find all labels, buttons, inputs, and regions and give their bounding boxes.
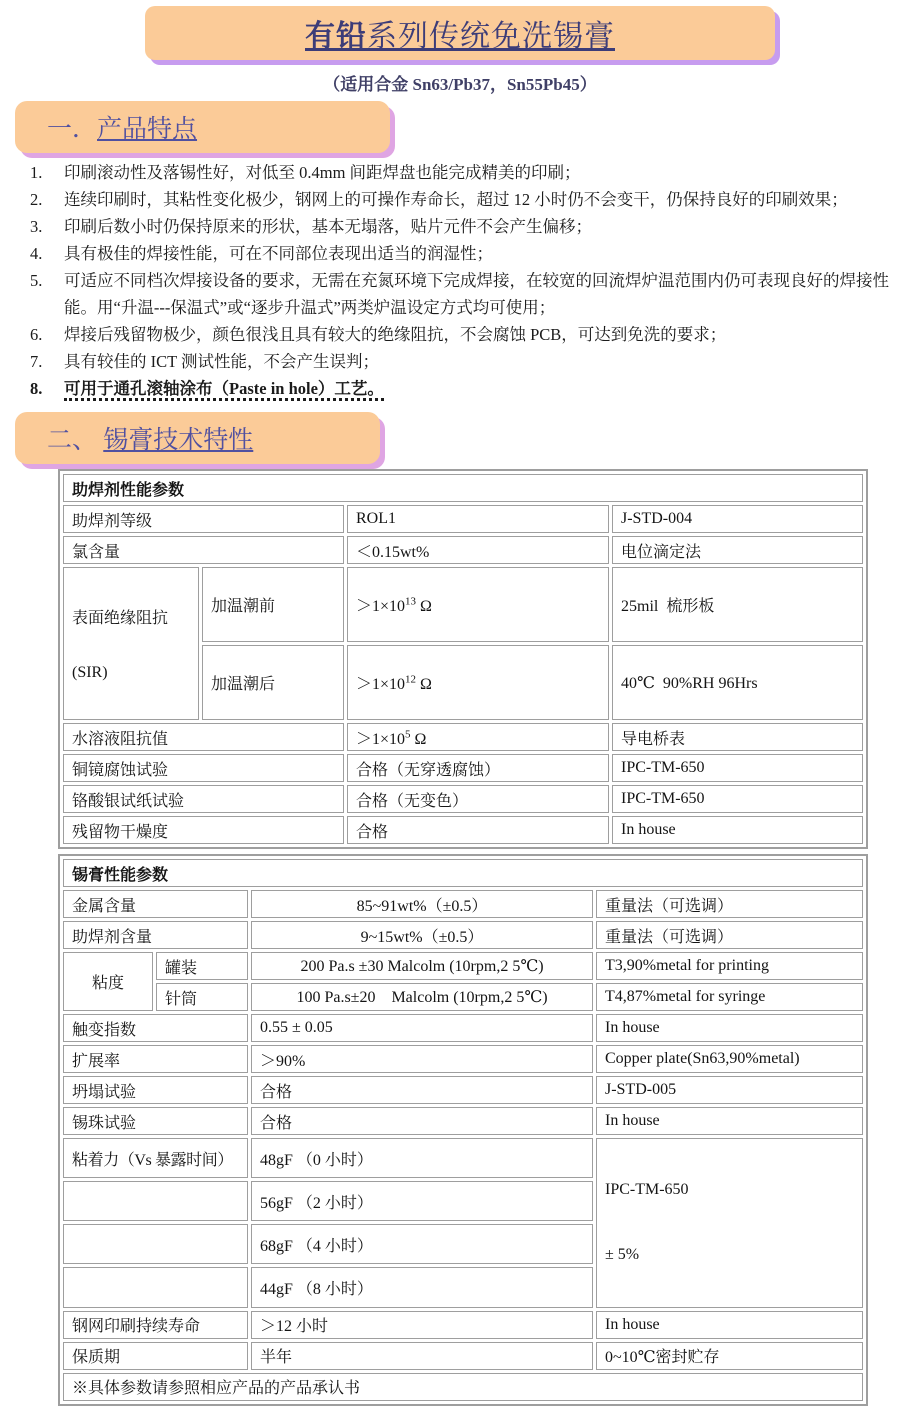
- row-method: 重量法（可选调）: [596, 921, 863, 949]
- row-label: 金属含量: [63, 890, 248, 918]
- row-method: J-STD-005: [596, 1076, 863, 1104]
- table-row: [63, 983, 863, 1011]
- table-row: [63, 1014, 863, 1042]
- row-label: 助焊剂含量: [63, 921, 248, 949]
- table-row: [63, 723, 863, 751]
- table-row: [63, 1138, 863, 1178]
- item-text: 焊接后残留物极少，颜色很浅且具有较大的绝缘阻抗，不会腐蚀 PCB，可达到免洗的要求；: [64, 325, 727, 344]
- table-row: [63, 921, 863, 949]
- row-method: In house: [596, 1014, 863, 1042]
- row-label: [63, 1224, 248, 1264]
- row-method: 重量法（可选调）: [596, 890, 863, 918]
- section-header-paste-specs: [15, 412, 380, 464]
- table-row: [63, 785, 863, 813]
- row-label: 粘着力（Vs 暴露时间）: [63, 1138, 248, 1178]
- section-header-product-features: [15, 101, 390, 153]
- table-row: [63, 952, 863, 980]
- row-value: ROL1: [347, 505, 609, 533]
- item-number: 1.: [30, 163, 43, 182]
- item-text: 印刷后数小时仍保持原来的形状，基本无塌落，贴片元件不会产生偏移；: [64, 217, 592, 236]
- row-value: 68gF （4 小时）: [251, 1224, 593, 1264]
- row-label: 水溶液阻抗值: [63, 723, 344, 751]
- row-value: 合格: [251, 1107, 593, 1135]
- row-value: 48gF （0 小时）: [251, 1138, 593, 1178]
- row-label: 铜镜腐蚀试验: [63, 754, 344, 782]
- row-value: 0.55 ± 0.05: [251, 1014, 593, 1042]
- table-footer-row: [63, 1373, 863, 1401]
- row-value: 44gF （8 小时）: [251, 1267, 593, 1307]
- table-row: [63, 536, 863, 564]
- row-label: 锡珠试验: [63, 1107, 248, 1135]
- flux-table-title: 助焊剂性能参数: [63, 474, 863, 502]
- list-item: [30, 240, 896, 267]
- row-value: 合格: [347, 816, 609, 844]
- row-method: In house: [596, 1107, 863, 1135]
- table-header-row: [63, 859, 863, 887]
- row-value: ＞90%: [251, 1045, 593, 1073]
- tables-area: [58, 469, 870, 1406]
- table-row: [63, 1107, 863, 1135]
- list-item: [30, 186, 896, 213]
- row-method: J-STD-004: [612, 505, 863, 533]
- row-value: 56gF （2 小时）: [251, 1181, 593, 1221]
- list-item: [30, 159, 896, 186]
- item-number: 3.: [30, 217, 43, 236]
- document-page: [0, 6, 920, 1398]
- list-item: [30, 213, 896, 240]
- row-value: 9~15wt%（±0.5）: [251, 921, 593, 949]
- row-label: 钢网印刷持续寿命: [63, 1311, 248, 1339]
- row-value: 100 Pa.s±20 Malcolm (10rpm,2 5℃): [251, 983, 593, 1011]
- row-method: Copper plate(Sn63,90%metal): [596, 1045, 863, 1073]
- row-method: T3,90%metal for printing: [596, 952, 863, 980]
- row-label: 坍塌试验: [63, 1076, 248, 1104]
- table-row: [63, 1311, 863, 1339]
- flux-table: [58, 469, 868, 849]
- item-number: 7.: [30, 352, 43, 371]
- item-number: 6.: [30, 325, 43, 344]
- row-label: [63, 1181, 248, 1221]
- item-text: 具有极佳的焊接性能，可在不同部位表现出适当的润湿性；: [64, 244, 493, 263]
- item-number: 4.: [30, 244, 43, 263]
- row-method: IPC-TM-650 ± 5%: [596, 1138, 863, 1308]
- document-subtitle: （适用合金 Sn63/Pb37，Sn55Pb45）: [323, 75, 597, 94]
- item-number: 5.: [30, 271, 43, 290]
- row-value: 85~91wt%（±0.5）: [251, 890, 593, 918]
- row-value: $>1\times 10^5$ Ω: [347, 723, 609, 751]
- item-text: 可用于通孔滚轴涂布（Paste in hole）工艺。: [64, 375, 896, 402]
- row-sublabel: 加温潮后: [202, 645, 344, 720]
- table-row: [63, 816, 863, 844]
- item-text: 可适应不同档次焊接设备的要求，无需在充氮环境下完成焊接，在较宽的回流焊炉温范围内仍可表现良好的焊接性能。用“升温---保温式”或“逐步升温式”两类炉温设定方式均可使用；: [64, 271, 889, 317]
- row-label: [63, 1267, 248, 1307]
- row-method: 电位滴定法: [612, 536, 863, 564]
- row-value: ＞12 小时: [251, 1311, 593, 1339]
- row-label: 扩展率: [63, 1045, 248, 1073]
- row-value: 合格（无变色）: [347, 785, 609, 813]
- title-banner: [145, 6, 775, 60]
- document-title: [305, 11, 615, 55]
- row-value: 半年: [251, 1342, 593, 1370]
- row-value: $>1\times 10^{12}$ Ω: [347, 645, 609, 720]
- row-method: 25mil 梳形板: [612, 567, 863, 642]
- feature-list: [30, 159, 896, 402]
- row-value: 200 Pa.s ±30 Malcolm (10rpm,2 5℃): [251, 952, 593, 980]
- row-method: In house: [612, 816, 863, 844]
- row-label: 助焊剂等级: [63, 505, 344, 533]
- row-value: 合格: [251, 1076, 593, 1104]
- row-label: 残留物干燥度: [63, 816, 344, 844]
- item-text: 连续印刷时，其粘性变化极少，钢网上的可操作寿命长，超过 12 小时仍不会变干，仍保持良好的印刷效果；: [64, 190, 848, 209]
- title-rest-part: 系列传统免洗锡膏: [367, 20, 615, 53]
- row-label: 粘度: [63, 952, 153, 1011]
- item-number: 2.: [30, 190, 43, 209]
- section1-title: 产品特点: [97, 116, 198, 143]
- row-label: 表面绝缘阻抗 (SIR): [63, 567, 199, 720]
- row-value: $>1\times 10^{13}$ Ω: [347, 567, 609, 642]
- row-label: 铬酸银试纸试验: [63, 785, 344, 813]
- row-sublabel: 加温潮前: [202, 567, 344, 642]
- table-row: [63, 1342, 863, 1370]
- row-method: 40℃ 90%RH 96Hrs: [612, 645, 863, 720]
- table-footnote: ※具体参数请参照相应产品的产品承认书: [63, 1373, 863, 1401]
- row-label: 氯含量: [63, 536, 344, 564]
- table-row: [63, 1045, 863, 1073]
- table-row: [63, 754, 863, 782]
- row-method: T4,87%metal for syringe: [596, 983, 863, 1011]
- table-header-row: [63, 474, 863, 502]
- title-bold-part: 有铅: [305, 20, 367, 53]
- list-item: [30, 267, 896, 321]
- section2-prefix: 二、: [47, 427, 104, 454]
- row-method: IPC-TM-650: [612, 754, 863, 782]
- table-row: [63, 890, 863, 918]
- item-text: 具有较佳的 ICT 测试性能，不会产生误判；: [64, 352, 380, 371]
- row-label: 保质期: [63, 1342, 248, 1370]
- list-item: [30, 375, 896, 402]
- row-value: 合格（无穿透腐蚀）: [347, 754, 609, 782]
- table-row: [63, 1076, 863, 1104]
- row-value: ＜0.15wt%: [347, 536, 609, 564]
- row-label: 触变指数: [63, 1014, 248, 1042]
- paste-table: [58, 854, 868, 1406]
- item-number: 8.: [30, 379, 43, 398]
- list-item: [30, 321, 896, 348]
- row-method: 导电桥表: [612, 723, 863, 751]
- row-sublabel: 针筒: [156, 983, 248, 1011]
- paste-table-title: 锡膏性能参数: [63, 859, 863, 887]
- row-method: 0~10℃密封贮存: [596, 1342, 863, 1370]
- row-sublabel: 罐装: [156, 952, 248, 980]
- list-item: [30, 348, 896, 375]
- table-row: [63, 505, 863, 533]
- table-row: [63, 567, 863, 642]
- row-method: IPC-TM-650: [612, 785, 863, 813]
- row-method: In house: [596, 1311, 863, 1339]
- section2-title: 锡膏技术特性: [103, 427, 254, 454]
- item-text: 印刷滚动性及落锡性好，对低至 0.4mm 间距焊盘也能完成精美的印刷；: [64, 163, 581, 182]
- section1-prefix: 一．: [47, 116, 98, 143]
